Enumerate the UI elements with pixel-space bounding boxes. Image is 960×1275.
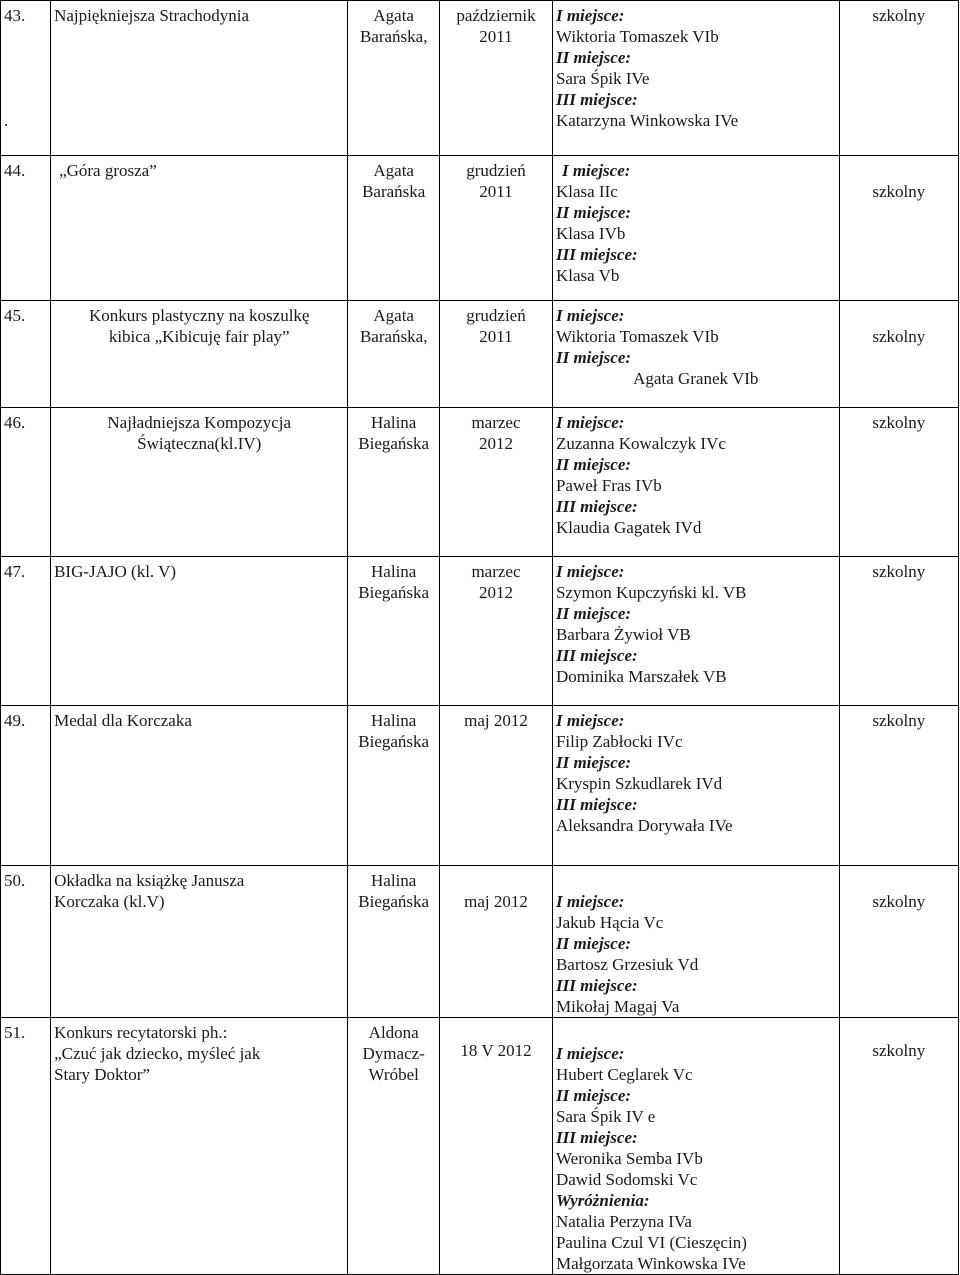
row-number: 50. bbox=[4, 871, 26, 890]
row-number-cell bbox=[1, 156, 51, 301]
table-row bbox=[1, 557, 959, 706]
organizer-line: Biegańska bbox=[358, 732, 430, 751]
level-cell bbox=[839, 557, 958, 706]
place-label: I miejsce: bbox=[561, 161, 631, 180]
date-line: grudzień bbox=[466, 306, 526, 325]
organizer-line: Barańska bbox=[362, 182, 426, 201]
date-cell bbox=[440, 557, 553, 706]
results-cell bbox=[552, 301, 839, 408]
winner-name: Filip Zabłocki IVc bbox=[555, 732, 683, 751]
row-number: 45. bbox=[4, 306, 26, 325]
row-number-cell bbox=[1, 1018, 51, 1275]
winner-name: Barbara Żywioł VB bbox=[555, 625, 691, 644]
place-label: II miejsce: bbox=[555, 348, 632, 367]
contest-title-line: Medal dla Korczaka bbox=[54, 711, 192, 730]
level-value: szkolny bbox=[872, 327, 926, 346]
place-label: I miejsce: bbox=[555, 413, 625, 432]
row-number: 46. bbox=[4, 413, 26, 432]
place-label: I miejsce: bbox=[555, 892, 625, 911]
date-cell bbox=[440, 1018, 553, 1275]
place-label: II miejsce: bbox=[555, 203, 632, 222]
winner-name: Jakub Hącia Vc bbox=[555, 913, 664, 932]
level-cell bbox=[839, 1018, 958, 1275]
winner-name: Klaudia Gagatek IVd bbox=[555, 518, 702, 537]
place-label: III miejsce: bbox=[555, 795, 638, 814]
winner-name: Natalia Perzyna IVa bbox=[555, 1212, 692, 1231]
winner-name: Wiktoria Tomaszek VIb bbox=[555, 27, 719, 46]
table-row bbox=[1, 1, 959, 156]
contest-title-line: „Góra grosza” bbox=[59, 161, 157, 180]
winner-name: Weronika Semba IVb bbox=[555, 1149, 703, 1168]
contest-title-line: „Czuć jak dziecko, myśleć jak bbox=[54, 1044, 261, 1063]
level-value: szkolny bbox=[872, 562, 926, 581]
table-body bbox=[1, 1, 959, 1275]
date-cell bbox=[440, 301, 553, 408]
winner-name: Klasa IVb bbox=[555, 224, 626, 243]
date-line: marzec bbox=[471, 413, 521, 432]
place-label: II miejsce: bbox=[555, 753, 632, 772]
date-line: 2011 bbox=[479, 27, 513, 46]
level-value: szkolny bbox=[872, 711, 926, 730]
spacer bbox=[4, 26, 47, 110]
level-value: szkolny bbox=[872, 182, 926, 201]
table-row bbox=[1, 866, 959, 1018]
row-number-cell bbox=[1, 706, 51, 866]
contest-title-cell bbox=[51, 866, 348, 1018]
contest-title-line: Korczaka (kl.V) bbox=[54, 892, 165, 911]
row-number: 43. bbox=[4, 6, 26, 25]
winner-name: Zuzanna Kowalczyk IVc bbox=[555, 434, 726, 453]
winner-name: Hubert Ceglarek Vc bbox=[555, 1065, 693, 1084]
results-cell bbox=[552, 156, 839, 301]
winner-name: Sara Śpik IVe bbox=[555, 69, 650, 88]
results-cell bbox=[552, 557, 839, 706]
place-label: II miejsce: bbox=[555, 455, 632, 474]
organizer-line: Biegańska bbox=[358, 583, 430, 602]
row-number-dot: . bbox=[4, 111, 9, 130]
level-cell bbox=[839, 301, 958, 408]
date-line: 2011 bbox=[479, 182, 513, 201]
results-cell bbox=[552, 408, 839, 557]
winner-name: Małgorzata Winkowska IVe bbox=[555, 1254, 746, 1273]
organizer-line: Biegańska bbox=[358, 434, 430, 453]
organizer-line: Agata bbox=[373, 306, 414, 325]
table-row bbox=[1, 706, 959, 866]
organizer-cell bbox=[348, 156, 440, 301]
level-value: szkolny bbox=[872, 6, 926, 25]
place-label: III miejsce: bbox=[555, 497, 638, 516]
contest-title-line: Najładniejsza Kompozycja bbox=[107, 413, 292, 432]
contest-title-cell bbox=[51, 301, 348, 408]
organizer-line: Halina bbox=[371, 871, 417, 890]
date-line: październik bbox=[456, 6, 536, 25]
results-cell bbox=[552, 1018, 839, 1275]
winner-name: Dominika Marszałek VB bbox=[555, 667, 727, 686]
contest-title-line: Konkurs recytatorski ph.: bbox=[54, 1023, 228, 1042]
place-label: I miejsce: bbox=[555, 562, 625, 581]
level-cell bbox=[839, 1, 958, 156]
organizer-line: Wróbel bbox=[368, 1065, 419, 1084]
date-line: maj 2012 bbox=[464, 711, 528, 730]
winner-name: Paweł Fras IVb bbox=[555, 476, 662, 495]
row-number-cell bbox=[1, 408, 51, 557]
place-label: I miejsce: bbox=[555, 711, 625, 730]
date-line: maj 2012 bbox=[464, 892, 528, 911]
date-cell bbox=[440, 408, 553, 557]
place-label: I miejsce: bbox=[555, 1044, 625, 1063]
organizer-cell bbox=[348, 557, 440, 706]
place-label: II miejsce: bbox=[555, 48, 632, 67]
organizer-line: Agata bbox=[373, 6, 414, 25]
winner-name: Klasa IIc bbox=[555, 182, 618, 201]
table-row bbox=[1, 156, 959, 301]
winner-name: Mikołaj Magaj Va bbox=[555, 997, 680, 1016]
organizer-line: Halina bbox=[371, 413, 417, 432]
level-cell bbox=[839, 156, 958, 301]
organizer-cell bbox=[348, 866, 440, 1018]
contest-title-cell bbox=[51, 156, 348, 301]
contest-title-line: Najpiękniejsza Strachodynia bbox=[54, 6, 250, 25]
contest-title-cell bbox=[51, 706, 348, 866]
contest-title-line: Stary Doktor” bbox=[54, 1065, 150, 1084]
organizer-cell bbox=[348, 301, 440, 408]
contest-title-line: BIG-JAJO (kl. V) bbox=[54, 562, 177, 581]
winner-name: Szymon Kupczyński kl. VB bbox=[555, 583, 747, 602]
date-cell bbox=[440, 866, 553, 1018]
contest-title-line: Okładka na książkę Janusza bbox=[54, 871, 245, 890]
organizer-line: Dymacz- bbox=[362, 1044, 425, 1063]
level-value: szkolny bbox=[872, 892, 926, 911]
row-number-cell bbox=[1, 1, 51, 156]
date-line: marzec bbox=[471, 562, 521, 581]
winner-name: Kryspin Szkudlarek IVd bbox=[555, 774, 723, 793]
contest-title-cell bbox=[51, 1018, 348, 1275]
place-label: III miejsce: bbox=[555, 1128, 638, 1147]
place-label: I miejsce: bbox=[555, 306, 625, 325]
results-cell bbox=[552, 866, 839, 1018]
place-label: III miejsce: bbox=[555, 90, 638, 109]
organizer-line: Biegańska bbox=[358, 892, 430, 911]
level-value: szkolny bbox=[872, 413, 926, 432]
place-label: Wyróżnienia: bbox=[555, 1191, 650, 1210]
place-label: II miejsce: bbox=[555, 604, 632, 623]
date-line: 2012 bbox=[478, 583, 513, 602]
contest-title-line: Konkurs plastyczny na koszulkę bbox=[88, 306, 310, 325]
results-cell bbox=[552, 1, 839, 156]
level-cell bbox=[839, 866, 958, 1018]
winner-name: Agata Granek VIb bbox=[633, 369, 759, 388]
row-number: 51. bbox=[4, 1023, 26, 1042]
table-row bbox=[1, 301, 959, 408]
winner-name: Katarzyna Winkowska IVe bbox=[555, 111, 739, 130]
organizer-line: Halina bbox=[371, 711, 417, 730]
organizer-line: Barańska, bbox=[359, 27, 428, 46]
contest-title-cell bbox=[51, 1, 348, 156]
winner-name: Wiktoria Tomaszek VIb bbox=[555, 327, 719, 346]
winner-name: Klasa Vb bbox=[555, 266, 620, 285]
row-number: 44. bbox=[4, 161, 26, 180]
date-line: 18 V 2012 bbox=[460, 1041, 532, 1060]
date-line: 2011 bbox=[479, 327, 513, 346]
contest-title-line: Świąteczna(kl.IV) bbox=[137, 434, 262, 453]
date-cell bbox=[440, 1, 553, 156]
organizer-cell bbox=[348, 706, 440, 866]
organizer-cell bbox=[348, 1, 440, 156]
winner-name: Sara Śpik IV e bbox=[555, 1107, 656, 1126]
level-cell bbox=[839, 408, 958, 557]
row-number-cell bbox=[1, 866, 51, 1018]
table-row bbox=[1, 408, 959, 557]
organizer-cell bbox=[348, 408, 440, 557]
organizer-line: Agata bbox=[373, 161, 414, 180]
date-cell bbox=[440, 706, 553, 866]
contest-title-cell bbox=[51, 408, 348, 557]
contest-title-cell bbox=[51, 557, 348, 706]
place-label: II miejsce: bbox=[555, 934, 632, 953]
results-cell bbox=[552, 706, 839, 866]
row-number-cell bbox=[1, 301, 51, 408]
place-label: III miejsce: bbox=[555, 976, 638, 995]
row-number: 47. bbox=[4, 562, 26, 581]
place-label: III miejsce: bbox=[555, 646, 638, 665]
organizer-line: Aldona bbox=[368, 1023, 419, 1042]
place-label: III miejsce: bbox=[555, 245, 638, 264]
organizer-line: Halina bbox=[371, 562, 417, 581]
organizer-line: Barańska, bbox=[359, 327, 428, 346]
winner-name: Bartosz Grzesiuk Vd bbox=[555, 955, 699, 974]
level-cell bbox=[839, 706, 958, 866]
winner-name: Dawid Sodomski Vc bbox=[555, 1170, 698, 1189]
level-value: szkolny bbox=[872, 1041, 926, 1060]
winner-name: Aleksandra Dorywała IVe bbox=[555, 816, 733, 835]
row-number-cell bbox=[1, 557, 51, 706]
place-label: I miejsce: bbox=[555, 6, 625, 25]
winner-name: Paulina Czul VI (Cieszęcin) bbox=[555, 1233, 747, 1252]
date-cell bbox=[440, 156, 553, 301]
organizer-cell bbox=[348, 1018, 440, 1275]
table-row bbox=[1, 1018, 959, 1275]
contest-title-line: kibica „Kibicuję fair play” bbox=[108, 327, 290, 346]
place-label: II miejsce: bbox=[555, 1086, 632, 1105]
date-line: 2012 bbox=[478, 434, 513, 453]
row-number: 49. bbox=[4, 711, 26, 730]
date-line: grudzień bbox=[466, 161, 526, 180]
